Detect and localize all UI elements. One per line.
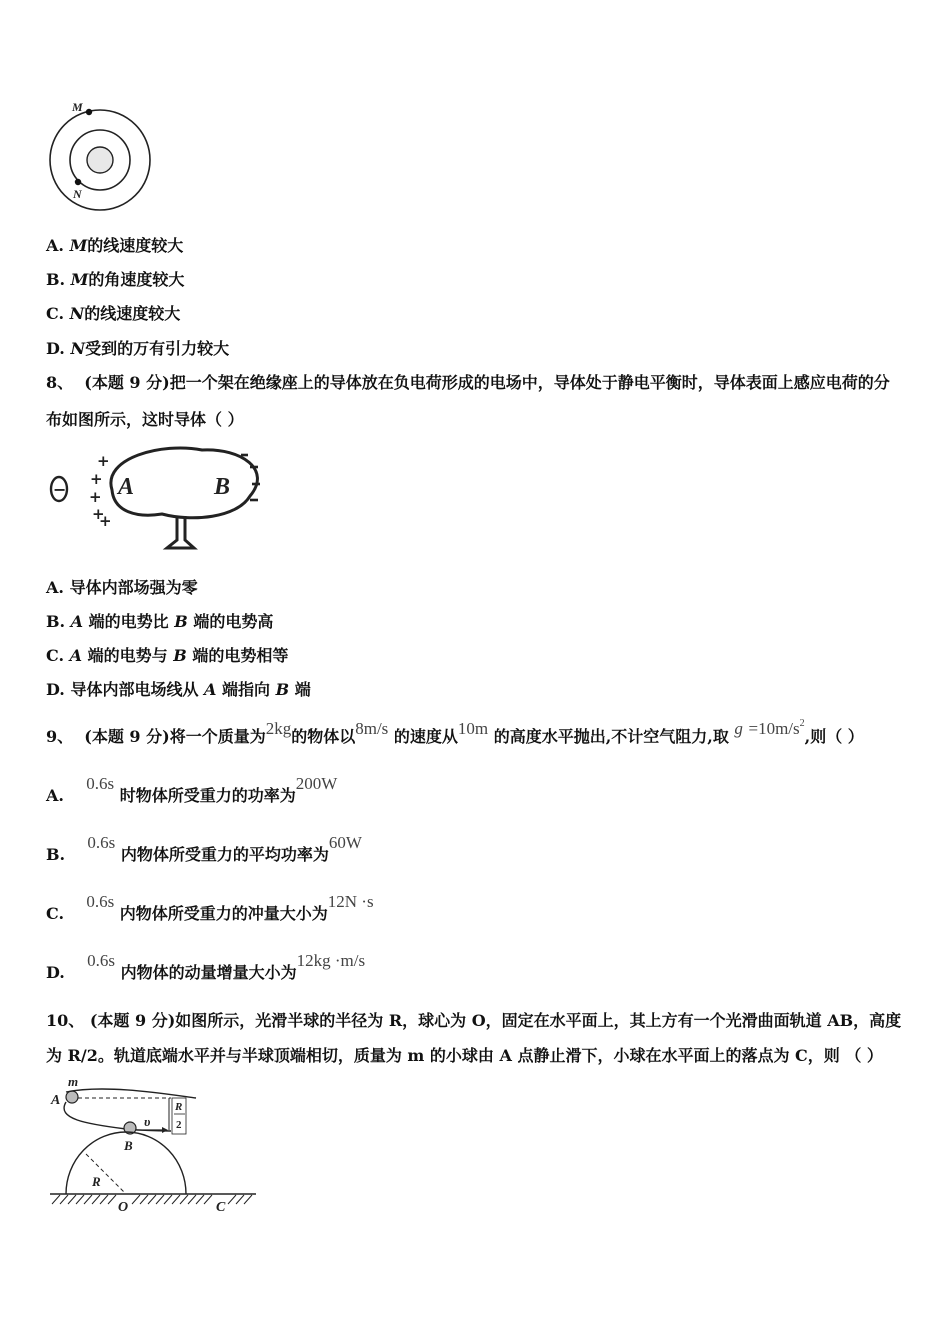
label-r: R — [92, 1174, 101, 1189]
q9-g-value: =10m/s — [748, 719, 800, 738]
q9-g-exponent: 2 — [799, 718, 805, 729]
q8-number: 8、 — [46, 373, 74, 392]
label-m: M — [72, 100, 83, 114]
q10-stem-line1: 10、 (本题 9 分)如图所示，光滑半球的半径为 R，球心为 O，固定在水平面上，其上方有一个光滑曲面轨道 AB，高度 — [46, 1011, 902, 1030]
q9-option-c: C. 0.6s 内物体所受重力的冲量大小为12N ·s — [46, 892, 374, 923]
q7-option-b: B. M的角速度较大 — [46, 270, 185, 289]
conductor-figure — [42, 440, 272, 555]
q9-option-a: A. 0.6s 时物体所受重力的功率为200W — [46, 774, 338, 805]
central-body — [87, 147, 113, 173]
label-m: m — [68, 1074, 79, 1089]
q8-option-d: D. 导体内部电场线从 A 端指向 B 端 — [46, 680, 311, 699]
label-c: C — [216, 1200, 226, 1214]
curved-track — [64, 1102, 171, 1131]
svg-text:+: + — [99, 512, 112, 530]
q10-stem-line2: 为 R/2。轨道底端水平并与半球顶端相切，质量为 m 的小球由 A 点静止滑下，小球在水平面上的落点为 C，则 （ ） — [46, 1046, 883, 1065]
positive-charges — [89, 452, 112, 530]
label-b: B — [124, 1138, 133, 1153]
label-r-bottom: 2 — [176, 1119, 182, 1131]
label-a: A — [51, 1093, 61, 1108]
ball-at-a — [66, 1091, 78, 1103]
label-b: B — [214, 474, 231, 500]
negative-charge-sign: − — [53, 480, 67, 499]
q8-option-b: B. A 端的电势比 B 端的电势高 — [46, 612, 274, 631]
satellite-m — [86, 109, 92, 115]
q8-stem-line2: 布如图所示，这时导体（ ） — [46, 410, 244, 429]
q10-number: 10、 — [46, 1011, 85, 1030]
q7-option-d: D. N受到的万有引力较大 — [46, 339, 230, 358]
q7-option-c: C. N的线速度较大 — [46, 304, 181, 323]
label-r-top: R — [175, 1101, 183, 1113]
track-top — [66, 1089, 196, 1098]
insulating-stand — [167, 516, 194, 548]
q9-number: 9、 — [46, 727, 74, 746]
label-v: υ — [144, 1114, 151, 1129]
svg-text:+: + — [90, 470, 103, 488]
label-a: A — [118, 474, 135, 500]
q9-option-b: B. 0.6s 内物体所受重力的平均功率为60W — [46, 833, 362, 864]
orbit-figure — [42, 98, 162, 218]
q9-g-symbol: g — [734, 719, 743, 738]
q8-option-c: C. A 端的电势与 B 端的电势相等 — [46, 646, 289, 665]
label-n: N — [73, 187, 82, 201]
hemisphere-figure — [46, 1074, 261, 1214]
q9-height: 10m — [457, 719, 489, 738]
svg-text:+: + — [92, 505, 105, 523]
q8-stem-line1: 8、 (本题 9 分)把一个架在绝缘座上的导体放在负电荷形成的电场中，导体处于静电平衡时，导体表面上感应电荷的分 — [46, 373, 890, 392]
q8-option-a: A. 导体内部场强为零 — [46, 578, 198, 597]
satellite-n — [75, 179, 81, 185]
label-o: O — [118, 1200, 129, 1214]
svg-text:+: + — [89, 488, 102, 506]
q7-option-a: A. M的线速度较大 — [46, 236, 184, 255]
q9-option-d: D. 0.6s 内物体的动量增量大小为12kg ·m/s — [46, 951, 366, 982]
q9-speed: 8m/s — [355, 719, 389, 738]
q9-mass: 2kg — [265, 719, 292, 738]
svg-text:+: + — [97, 452, 110, 470]
q9-stem: 9、 (本题 9 分)将一个质量为2kg的物体以8m/s 的速度从10m 的高度水平抛出,不计空气阻力,取 $g =10m/s^2$,则（ ） — [46, 718, 864, 746]
